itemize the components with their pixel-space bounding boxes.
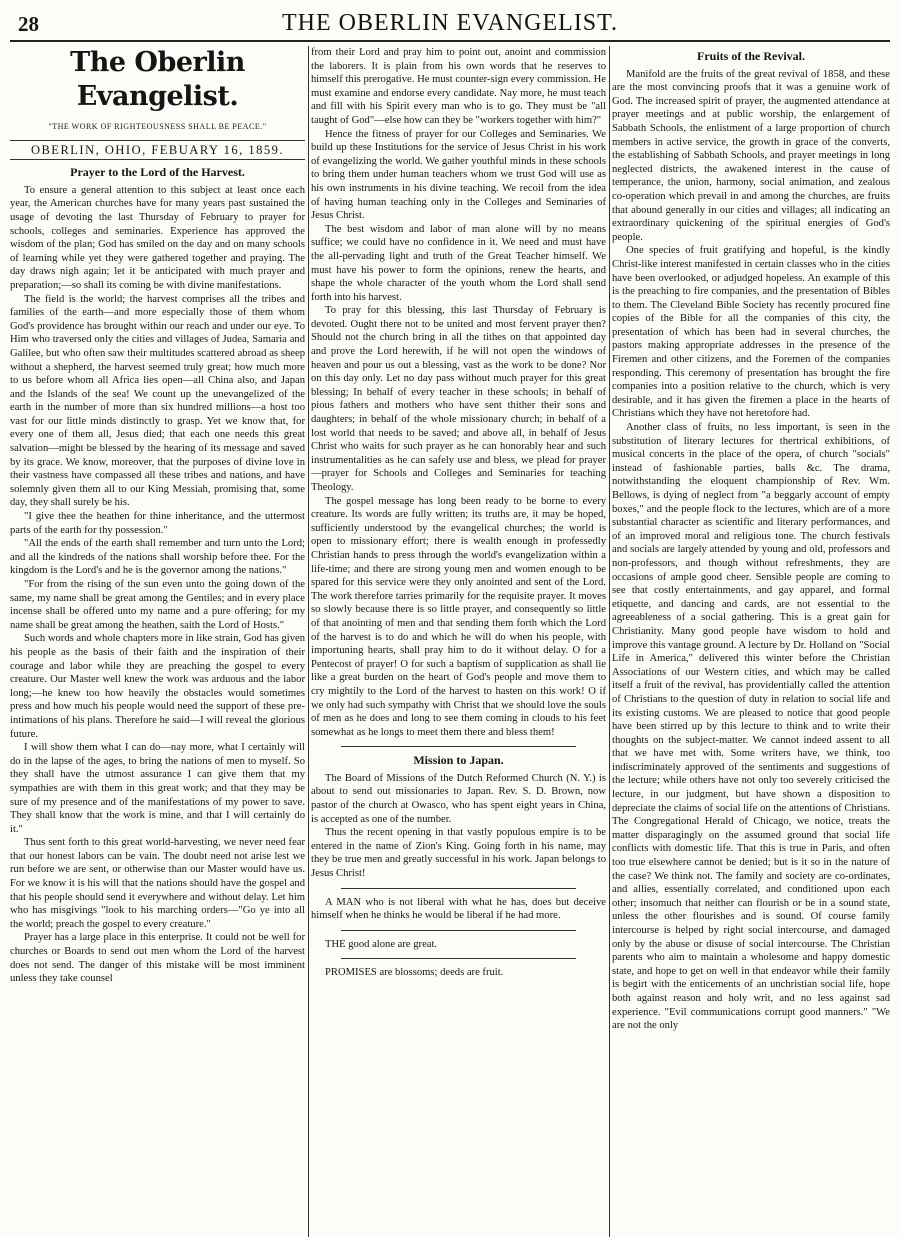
running-head — [10, 6, 890, 42]
paragraph: The gospel message has long been ready to be borne to every creature. Its words are fully written; its truths are, it may be hoped, sufficiently understood by the evangelical churches; the world is open to missionary effort; there is wealth enough in professedly Christian hands to press through the world's evangelization within a life-time; and there are strong young men and women enough to be spared for this service were they only anointed and sent of the Lord. The work therefore tarries primarily for the requisite prayer. It moves so slowly because there is so little prayer, and consequently so little of that anointing of men and that sending them forth which the Lord of the harvest is to do and which he will do when his people, with importuning hearts, shall pray him to do it without delay. O for a Pentecost of prayer! O for such a baptism of supplication as shall lie like a great burden on the heart of God's people and move them to cry mightily to the Lord of the harvest to hasten on this work! O if we only had such sympathy with Christ that we should love the souls of men as he does and long to see them coming in clouds to his feet somewhat as he longs to meet them there and bless them! — [311, 495, 606, 738]
filler-paragraph: A MAN who is not liberal with what he has, does but deceive himself when he thinks he would be liberal if he had more. — [311, 896, 606, 922]
masthead-title: The Oberlin Evangelist. — [70, 47, 245, 112]
article-title: Fruits of the Revival. — [697, 49, 805, 63]
paragraph: To ensure a general attention to this subject at least once each year, the American churches have for many years past sustained the usage of devoting the last Thursday of February to prayer for schools, colleges and seminaries. Experience has approved the wisdom of the plan; God has smiled on the day and on many schools of learning while yet they were gathered together and praying. The day draws nigh again; let it be anticipated with much prayer and preparation;—so shall its coming be with divine manifestations. — [10, 184, 305, 291]
column-1 — [10, 46, 305, 1237]
divider — [341, 746, 576, 747]
paragraph: "For from the rising of the sun even unto the going down of the same, my name shall be great among the Gentiles; and in every place incense shall be offered unto my name and a pure offering; for my name shall be great among the heathen, saith the Lord of Hosts." — [10, 579, 305, 631]
paragraph: The Board of Missions of the Dutch Reformed Church (N. Y.) is about to send out missionaries to Japan. Rev. S. D. Brown, now pastor of the church at Owasco, who has spent eight years in China, is accepted as one of the number. — [311, 772, 606, 825]
masthead-motto: "THE WORK OF RIGHTEOUSNESS SHALL BE PEACE." — [48, 122, 267, 131]
column-2 — [311, 46, 606, 1237]
filler-paragraph: PROMISES are blossoms; deeds are fruit. — [325, 967, 504, 979]
paragraph: Such words and whole chapters more in like strain, God has given his people as the basis of their faith and the inspiration of their courage and labor while they are preaching the gospel to every creature. Our Master well knew the work was arduous and the labor long;—he knew too how heavily the obstacles would sometimes press and how much his people would need the support of these pre-intimations of his plans. Therefore he said—I will reveal the glorious future. — [10, 633, 305, 740]
paragraph: To pray for this blessing, this last Thursday of February is devoted. Ought there not to be united and most fervent prayer then? Should not the church bring in all the tithes on that appointed day and prove the Lord herewith, if he will not open the windows of heaven and pour us out a blessing, vast as the work to be done? Nor on this day only. Let no day pass without much prayer for this great blessing; In behalf of every teacher in these schools; in behalf of pious fathers and mothers who have sent thither their sons and daughters; in behalf of the whole missionary church; in behalf of a lost world that needs to be saved; and above all, in behalf of Jesus Christ who waits for such prayer as he can honorably hear and such instrumentalities as he can safely use and bless, we plead for prayer—prayer for Schools and Colleges and Seminaries for teaching Theology. — [311, 305, 606, 493]
divider — [341, 930, 576, 931]
paragraph: Hence the fitness of prayer for our Colleges and Seminaries. We build up these Institutions for the service of Jesus Christ in his work of evangelizing the world. We gather youthful minds in these schools to bring them under human teachers whom we trust God will use as his own instruments in his divine teaching. We recoil from the idea of having human teaching only in the Colleges and Seminaries of Jesus Christ. — [311, 128, 606, 222]
columns — [10, 46, 890, 1237]
divider — [341, 958, 576, 959]
paragraph: from their Lord and pray him to point out, anoint and commission the laborers. It is plain from his own words that he reserves to himself this prerogative. He must counter-sign every commission. He must examine and endorse every candidate. Nay more, he must teach and fill with his Spirit every man who is to go. They must be "all taught of God"—else how can they be "workers together with him?" — [311, 47, 606, 126]
paragraph: One species of fruit gratifying and hopeful, is the kindly Christ-like interest manifested in certain classes who in the cities have been overlooked, or adjudged hopeless. An example of this is the preaching to fire companies, and the presentation of Bibles to them. The Cleveland Bible Society has recently procured fine copies of the Bible for all the companies of this city, the presentation of which has been had in several churches, the pastors making appropriate addresses in the presence of the Firemen and other citizens, and the Foremen of the companies responding. This ceremony of presentation has brought the fire companies into a position relative to the church, which is very desirable, and it has given the firemen a place in the hearts of Christians which they have not heretofore had. — [612, 245, 890, 420]
paragraph: "I give thee the heathen for thine inheritance, and the uttermost parts of the earth for thy possession." — [10, 511, 305, 536]
column-rule — [308, 46, 309, 1237]
filler-paragraph: THE good alone are great. — [325, 938, 438, 950]
paragraph: I will show them what I can do—nay more, what I certainly will do in the lapse of the ages, to bring the nations of men to myself. So they shall have the utmost assurance I can give them that my sympathies are with them in this great work; and that they may be sure of my presence and of the manifestations of my power to save. They shall know that the work is mine, and that I will certainly do it." — [10, 742, 305, 835]
article-title: Prayer to the Lord of the Harvest. — [70, 165, 245, 180]
article-title: Mission to Japan. — [413, 753, 504, 768]
page-number: 28 — [18, 12, 39, 36]
paragraph: Thus sent forth to this great world-harvesting, we never need fear that our honest labors can be vain. The doubt need not arise lest we run before we are sent, or otherwise than our Master would have us. For we know it is his will that the nations should have the gospel and that his people should send it everywhere and without delay. Let him who has misgivings "look to his marching orders—"Go ye into all the world; preach the gospel to every creature." — [10, 837, 305, 930]
dateline: OBERLIN, OHIO, FEBUARY 16, 1859. — [10, 140, 305, 161]
paragraph: "All the ends of the earth shall remember and turn unto the Lord; and all the kindreds of the nations shall worship before thee. For the kingdom is the Lord's and he is the governor among the nations." — [10, 538, 305, 577]
running-title: THE OBERLIN EVANGELIST. — [281, 10, 619, 36]
paragraph: Manifold are the fruits of the great revival of 1858, and these are the most convincing proofs that it was a genuine work of God. The increased spirit of prayer, the augmented attendance at prayer meetings and at public worship, the enlargement of Sabbath Schools, the enlistment of a large proportion of church members in active service, the growth in grace of the converts, the establishing of Sabbath Schools, and prayer meetings in long neglected districts, the awakened interest in the cause of temperance, the union, harmony, social animation, and zealous co-operation which prevail in and among the churches, are fruits that abound generally in our cities and villages; all indicating an extraordinary quickening of the spiritual energies of God's people. — [612, 68, 890, 243]
column-3 — [612, 46, 890, 1237]
paragraph: Prayer has a large place in this enterprise. It could not be well for churches or Boards to send out men whom the Lord of the harvest does not send. The danger of this mistake will be most imminent unless they take counsel — [10, 932, 305, 985]
divider — [341, 888, 576, 889]
paragraph: The field is the world; the harvest comprises all the tribes and families of the earth—and more especially those of them whom God's providence has brought within our reach and under our eye. To Him who traversed only the cities and villages of Judea, Samaria and Galilee, but who often saw their multitudes scattered abroad as sheep without a shepherd, the harvest seemed truly great; how much more to us before whom all Africa lies open—all China also, and Japan and the Islands of the sea! We count up the unevangelized of the earth in the number of more than six hundred millions—a host too vast for our little minds distinctly to grasp. Yet we know that, for every one of them all, Jesus died; that each one needs this great salvation—might be blessed by the hearing of its message and saved by its grace. We know, moreover, that the purposes of divine love in their vastness have compassed all these tribes and nations, and have solemnly given them all to our King Messiah, promising that, some day, they shall surely be his. — [10, 293, 305, 509]
paragraph: Another class of fruits, no less important, is seen in the substitution of literary lectures for thertrical exhibitions, of musical concerts in the place of the opera, of church "socials" instead of fashionable parties, balls &c. The drama, notwithstanding the eloquent championship of Rev. Wm. Bellows, is dying of neglect from "a beggarly account of empty boxes," and the people flock to the lectures, which are of a more substantial character as scientific and literary performances, and of an improved moral and religious tone. The church festivals and socials are largely attended by young and old, professors and non-professors, and though without refreshments, they are occasions of ample good cheer. Sensible people are coming to see that costly entertainments, and gay apparel, and formal etiquette, and dancing and cards, are not essential to the agreeableness of a social gathering. This is a great gain for Christianity. Many good people have wisdom to hold and improve this vantage ground. A lecture by Dr. Holland on "Social Life in America," delivered this winter before the Christian Associations of our Western cities, and which may be called itself a fruit of the revival, has providentially called the attention of Christians to the question of duty in relation to social life and its existing customs. We are pleased to notice that good people have been stirred up by this lecture to think and to write their thoughts on the subject-matter. We cannot indeed assent to all that we have met with. Some writers have, we think, too indiscriminately approved of the sentiments and suggestions of the lecture; while others have not only too severely criticised the lecture, in our judgment, but have shown a disposition to depreciate the claims of social life on the attentions of Christians. The Congregational Herald of Chicago, we notice, treats the matter disparagingly on the assumed ground that social life conflicts with domestic life. That this is true in Paris, and often too true elsewhere cannot be denied; but is it so in the nature of the case? We think not. The family and society are co-ordinates, and allies, essentially correlated, and conditioned upon each other; insomuch that neither can flourish or be in a sound state, unless the other flourishes and is sound. Of course family intercourse is helped by right social intercourse, and damaged only by the abuse or disuse of social intercourse. The Christian parents who aim to maintain a wholesome and happy domestic state, and hope to get on well in that endeavor while their family is begirt with the enticements of an unchristian social life, hope both against reason and holy writ, and no less against sad experience. "Evil communications corrupt good manners." "We are not the only — [612, 422, 890, 1032]
column-rule — [609, 46, 610, 1237]
paragraph: Thus the recent opening in that vastly populous empire is to be entered in the name of Zion's King. Going forth in his name, may they be true men and greatly successful in his work. Japan belongs to Jesus Christ! — [311, 827, 606, 880]
paragraph: The best wisdom and labor of man alone will by no means suffice; we could have no confidence in it. We need and must have the all-pervading light and truth of the Great Teacher himself. We must have his power to form the opinions, renew the hearts, and shape the whole character of the youth whom the Lord shall send forth into his harvest. — [311, 223, 606, 303]
